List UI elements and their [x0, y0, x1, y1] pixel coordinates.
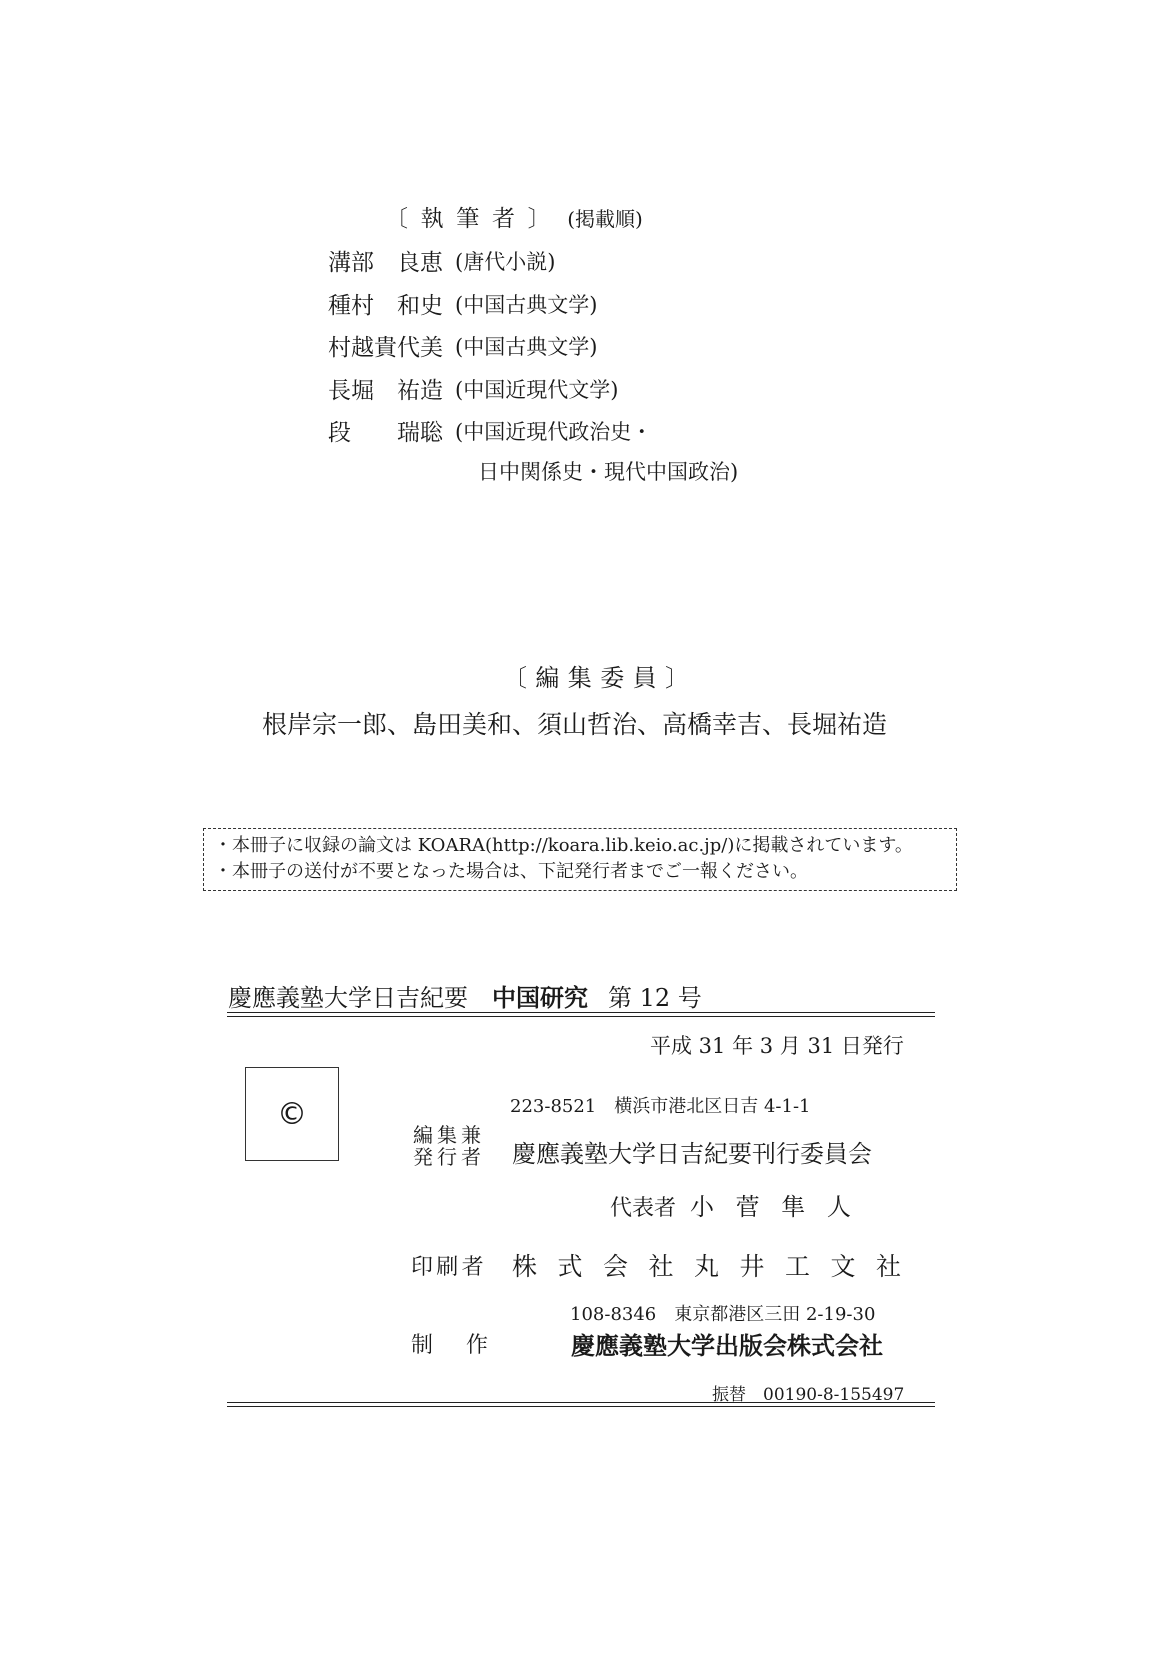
producer-role: 制作: [411, 1333, 522, 1358]
producer-name: 慶應義塾大学出版会株式会社: [571, 1331, 883, 1360]
issue-number: 第 12 号: [608, 984, 702, 1012]
representative: [610, 1187, 872, 1222]
author-name: 段 瑞聡: [328, 420, 443, 446]
copyright-icon: ©: [277, 1096, 307, 1132]
printer-role: 印刷者: [411, 1255, 487, 1280]
notice-box: [203, 828, 957, 891]
author-field: (中国近現代政治史・: [455, 420, 653, 444]
author-name: 長堀 祐造: [328, 378, 443, 404]
journal-name: 中国研究: [492, 983, 588, 1012]
notice-line: ・本冊子の送付が不要となった場合は、下記発行者までご一報ください。: [214, 861, 808, 882]
publisher-role: [413, 1124, 485, 1168]
colophon-top-rule: [227, 1016, 935, 1017]
publisher-role-line: 編集兼: [413, 1123, 485, 1147]
author-name: 種村 和史: [328, 293, 443, 319]
colophon-top-rule: [227, 1012, 935, 1013]
authors-heading-note: (掲載順): [567, 207, 643, 231]
representative-name: 小菅隼人: [690, 1193, 873, 1221]
notice-line: ・本冊子に収録の論文は KOARA(http://koara.lib.keio.ac.jp/)に掲載されています。: [214, 835, 913, 856]
publisher-address: 223-8521 横浜市港北区日吉 4-1-1: [510, 1096, 811, 1117]
author-field: (中国古典文学): [455, 293, 598, 317]
printer-name: 株式会社丸井工文社: [512, 1252, 922, 1281]
publisher-name: 慶應義塾大学日吉紀要刊行委員会: [512, 1140, 872, 1168]
author-field: (唐代小説): [455, 250, 556, 274]
author-field-continued: 日中関係史・現代中国政治): [478, 460, 739, 484]
publisher-role-line: 発行者: [413, 1145, 485, 1169]
author-field: (中国近現代文学): [455, 378, 619, 402]
author-name: 村越貴代美: [328, 335, 443, 361]
copyright-box: [245, 1067, 339, 1161]
publication-date: 平成 31 年 3 月 31 日発行: [650, 1034, 904, 1058]
author-field: (中国古典文学): [455, 335, 598, 359]
committee-heading: 〔編集委員〕: [503, 664, 698, 692]
colophon-bottom-rule: [227, 1402, 935, 1403]
transfer-account: 振替 00190-8-155497: [712, 1385, 905, 1405]
authors-heading: [385, 200, 643, 233]
colophon-title: [228, 978, 702, 1013]
authors-heading-label: 〔執筆者〕: [385, 206, 564, 232]
producer-address: 108-8346 東京都港区三田 2-19-30: [570, 1304, 876, 1325]
colophon-bottom-rule: [227, 1406, 935, 1407]
series-name: 慶應義塾大学日吉紀要: [228, 984, 468, 1012]
representative-label: 代表者: [610, 1196, 677, 1221]
committee-members: 根岸宗一郎、島田美和、須山哲治、高橋幸吉、長堀祐造: [262, 710, 888, 739]
author-name: 溝部 良恵: [328, 250, 443, 276]
